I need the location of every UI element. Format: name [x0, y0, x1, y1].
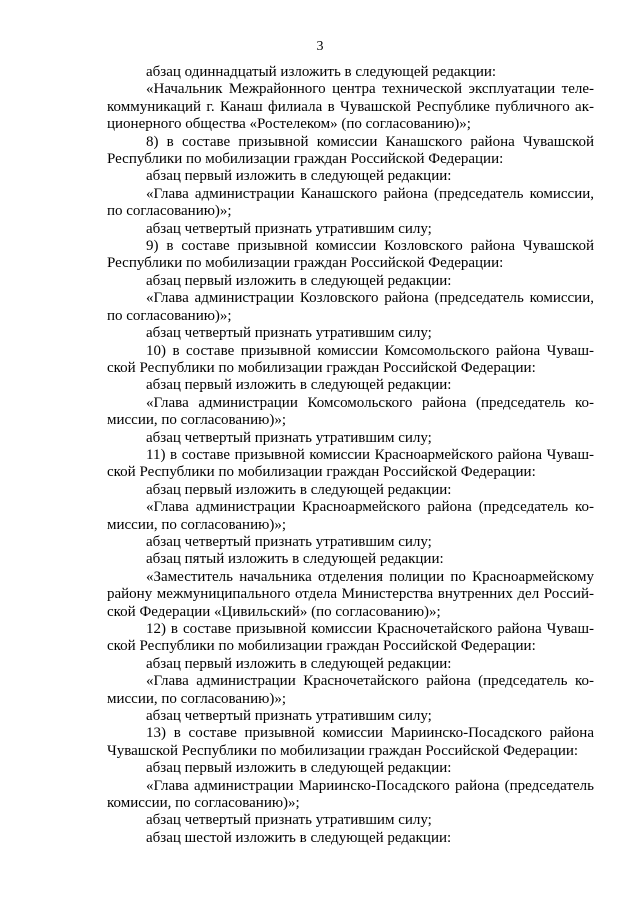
paragraph-24: абзац четвертый признать утратившим силу; — [146, 708, 432, 725]
paragraph-29: абзац шестой изложить в следующей редакции: — [146, 829, 452, 846]
paragraph-28: абзац четвертый признать утратившим силу; — [146, 812, 432, 829]
paragraph-16: абзац первый изложить в следующей редакции: — [146, 481, 452, 498]
paragraph-1: абзац одиннадцатый изложить в следующей редакции: — [146, 64, 497, 80]
page-number: 3 — [316, 39, 324, 54]
paragraph-19: абзац пятый изложить в следующей редакции: — [146, 551, 444, 568]
paragraph-7: 9) в составе призывной комиссии Козловского района Чувашской Республики по мобилизации граждан Российской Федерации: — [107, 238, 594, 272]
paragraph-18: абзац четвертый признать утратившим силу; — [146, 533, 432, 550]
document-body — [107, 64, 594, 847]
paragraph-10: абзац четвертый признать утратившим силу; — [146, 325, 432, 342]
paragraph-17: «Глава администрации Красноармейского района (председатель комиссии, по согласованию)»; — [107, 499, 594, 533]
paragraph-12: абзац первый изложить в следующей редакции: — [146, 377, 452, 394]
paragraph-21: 12) в составе призывной комиссии Красночетайского района Чувашской Республики по мобилизации граждан Российской Федерации: — [107, 621, 594, 655]
paragraph-13: «Глава администрации Комсомольского района (председатель комиссии, по согласованию)»; — [107, 394, 594, 429]
paragraph-11: 10) в составе призывной комиссии Комсомольского района Чувашской Республики по мобилизации граждан Российской Федерации: — [107, 342, 594, 376]
paragraph-23: «Глава администрации Красночетайского района (председатель комиссии, по согласованию)»; — [107, 673, 594, 707]
paragraph-9: «Глава администрации Козловского района (председатель комиссии, по согласованию)»; — [107, 290, 594, 324]
paragraph-26: абзац первый изложить в следующей редакции: — [146, 760, 452, 777]
paragraph-22: абзац первый изложить в следующей редакции: — [146, 655, 452, 672]
paragraph-25: 13) в составе призывной комиссии Мариинско-Посадского района Чувашской Республики по мобилизации граждан Российской Федерации: — [107, 725, 594, 759]
paragraph-15: 11) в составе призывной комиссии Красноармейского района Чувашской Республики по мобилизации граждан Российской Федерации: — [107, 446, 594, 481]
paragraph-27: «Глава администрации Мариинско-Посадского района (председатель комиссии, по согласованию)»; — [107, 777, 594, 812]
paragraph-8: абзац первый изложить в следующей редакции: — [146, 272, 452, 289]
paragraph-20: «Заместитель начальника отделения полиции по Красноармейскому району межмуниципального отдела Министерства внутренних дел Российской Федерации «Цивильский» (по согласованию)»; — [107, 568, 594, 620]
paragraph-4: абзац первый изложить в следующей редакции: — [146, 168, 452, 185]
paragraph-2: «Начальник Межрайонного центра технической эксплуатации телекоммуникаций г. Канаш филиала в Чувашской Республике публичного акционерного общества «Ростелеком» (по согласованию)»; — [107, 81, 594, 133]
paragraph-3: 8) в составе призывной комиссии Канашского района Чувашской Республики по мобилизации граждан Российской Федерации: — [107, 133, 594, 168]
paragraph-14: абзац четвертый признать утратившим силу; — [146, 429, 432, 446]
paragraph-6: абзац четвертый признать утратившим силу; — [146, 220, 432, 237]
paragraph-5: «Глава администрации Канашского района (председатель комиссии, по согласованию)»; — [107, 185, 594, 220]
